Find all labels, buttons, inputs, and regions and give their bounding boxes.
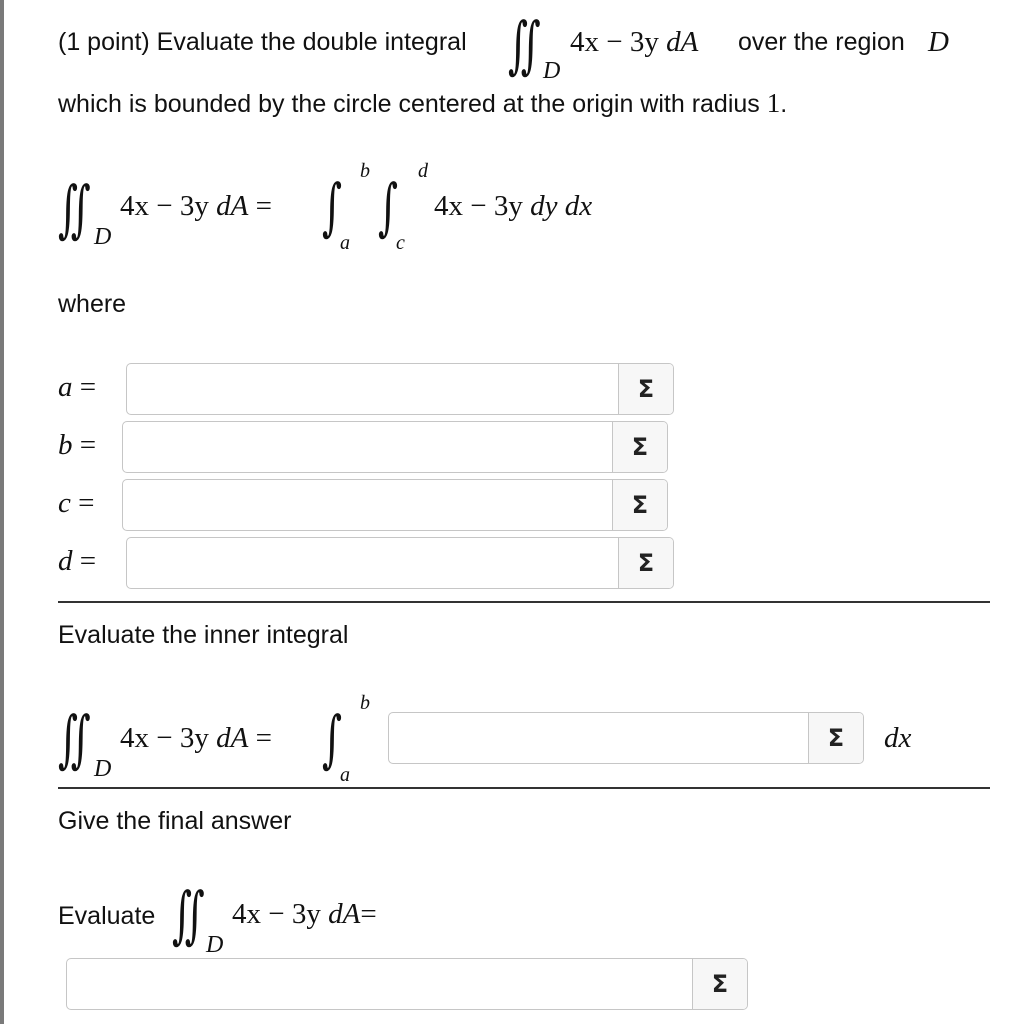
equals-sign: = <box>79 545 97 577</box>
points-label: (1 point) <box>58 28 150 56</box>
region-var: D <box>928 26 949 58</box>
prompt-start: Evaluate the double integral <box>156 28 467 56</box>
prompt-integrand <box>570 26 698 59</box>
final-expr <box>232 898 377 931</box>
limit-b-answer <box>122 421 668 473</box>
page-left-border <box>0 0 4 1024</box>
limit-d-label <box>58 545 96 578</box>
limit-a-answer <box>126 363 674 415</box>
final-integral-sign: ∬ <box>172 878 205 951</box>
section-divider-1 <box>58 601 990 603</box>
final-region-sub: D <box>206 932 224 958</box>
setup-lhs-expr <box>120 190 272 223</box>
limit-a-label <box>58 371 96 404</box>
var-a: a <box>58 371 73 403</box>
limit-c-answer <box>122 479 668 531</box>
equals-sign: = <box>255 190 272 222</box>
equals-sign: = <box>79 429 97 461</box>
limit-c-label <box>58 487 94 520</box>
var-b: b <box>58 429 73 461</box>
inner-lhs-integral: ∬ <box>58 702 91 775</box>
period: . <box>780 90 788 118</box>
setup-rhs-expr <box>434 190 592 223</box>
inner-lower-limit-a: a <box>340 764 350 786</box>
setup-lhs-integral: ∬ <box>58 172 91 245</box>
equals-sign: = <box>360 898 377 930</box>
inner-integral-sign: ∫ <box>378 170 399 243</box>
integrand: 4x − 3y <box>120 722 209 754</box>
dA-label: dA <box>328 898 361 930</box>
limit-d-input[interactable] <box>127 538 618 588</box>
dx-label: dx <box>564 190 593 222</box>
limit-b-input[interactable] <box>123 422 612 472</box>
integrand: 4x − 3y <box>570 26 659 58</box>
problem-line-1 <box>58 28 467 57</box>
where-label: where <box>58 290 127 318</box>
inner-integral-input[interactable] <box>389 713 808 763</box>
limit-c-equation-editor-button[interactable]: Σ <box>612 480 667 530</box>
inner-integral-equation-editor-button[interactable]: Σ <box>808 713 863 763</box>
dA-label: dA <box>216 722 249 754</box>
var-c: c <box>58 487 71 519</box>
upper-limit-b: b <box>360 160 370 182</box>
dA-label: dA <box>216 190 249 222</box>
limit-a-equation-editor-button[interactable]: Σ <box>618 364 673 414</box>
inner-lhs-sub: D <box>94 756 112 782</box>
inner-integral-answer <box>388 712 864 764</box>
inner-upper-limit-b: b <box>360 692 370 714</box>
equals-sign: = <box>79 371 97 403</box>
inner-integral-heading: Evaluate the inner integral <box>58 621 349 649</box>
inner-dx-label: dx <box>884 722 912 754</box>
integrand: 4x − 3y <box>434 190 523 222</box>
line2-text: which is bounded by the circle centered at the origin with radius <box>58 90 760 118</box>
evaluate-label: Evaluate <box>58 902 156 930</box>
outer-integral-sign: ∫ <box>322 170 343 243</box>
limit-d-equation-editor-button[interactable]: Σ <box>618 538 673 588</box>
prompt-mid: over the region <box>738 28 905 56</box>
integrand: 4x − 3y <box>120 190 209 222</box>
radius-value: 1 <box>766 88 781 118</box>
final-answer <box>66 958 748 1010</box>
dA-label: dA <box>666 26 699 58</box>
section-divider-2 <box>58 787 990 789</box>
lower-limit-a: a <box>340 232 350 254</box>
limit-b-equation-editor-button[interactable]: Σ <box>612 422 667 472</box>
inner-lhs-expr <box>120 722 272 755</box>
integrand: 4x − 3y <box>232 898 321 930</box>
equals-sign: = <box>78 487 95 519</box>
final-answer-equation-editor-button[interactable]: Σ <box>692 959 747 1009</box>
equals-sign: = <box>255 722 272 754</box>
limit-c-input[interactable] <box>123 480 612 530</box>
setup-lhs-sub: D <box>94 224 112 250</box>
prompt-integral-sign: ∬ <box>508 8 541 81</box>
final-answer-input[interactable] <box>67 959 692 1009</box>
final-answer-heading: Give the final answer <box>58 807 292 835</box>
problem-line-2 <box>58 88 787 119</box>
dy-label: dy <box>530 190 558 222</box>
upper-limit-d: d <box>418 160 428 182</box>
prompt-region-sub: D <box>543 58 561 84</box>
limit-a-input[interactable] <box>127 364 618 414</box>
var-d: d <box>58 545 73 577</box>
inner-outer-integral-sign: ∫ <box>322 702 343 775</box>
limit-d-answer <box>126 537 674 589</box>
lower-limit-c: c <box>396 232 405 254</box>
limit-b-label <box>58 429 96 462</box>
